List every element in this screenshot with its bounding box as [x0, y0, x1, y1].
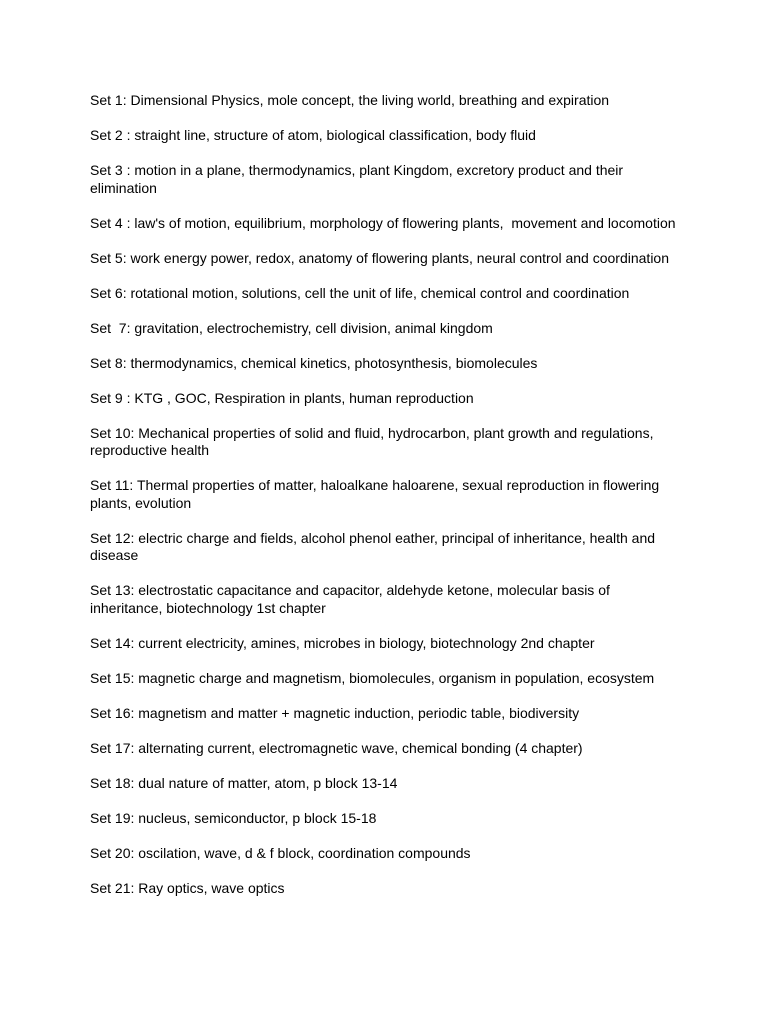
set-line-7: Set 7: gravitation, electrochemistry, cell division, animal kingdom	[90, 319, 493, 336]
set-line-8: Set 8: thermodynamics, chemical kinetics, photosynthesis, biomolecules	[90, 354, 538, 371]
set-line-3: Set 3 : motion in a plane, thermodynamics, plant Kingdom, excretory product and their elimination	[90, 162, 627, 196]
set-line-13: Set 13: electrostatic capacitance and capacitor, aldehyde ketone, molecular basis of inheritance, biotechnology 1st chapter	[90, 582, 614, 616]
set-line-6: Set 6: rotational motion, solutions, cell the unit of life, chemical control and coordination	[90, 284, 630, 301]
set-line-15: Set 15: magnetic charge and magnetism, biomolecules, organism in population, ecosystem	[90, 669, 655, 686]
set-line-5: Set 5: work energy power, redox, anatomy of flowering plants, neural control and coordination	[90, 249, 669, 266]
set-line-20: Set 20: oscilation, wave, d & f block, coordination compounds	[90, 844, 471, 861]
set-line-16: Set 16: magnetism and matter + magnetic induction, periodic table, biodiversity	[90, 704, 580, 721]
set-line-11: Set 11: Thermal properties of matter, haloalkane haloarene, sexual reproduction in flowering plants, evolution	[90, 477, 664, 511]
set-line-12: Set 12: electric charge and fields, alcohol phenol eather, principal of inheritance, health and disease	[90, 529, 659, 563]
set-line-10: Set 10: Mechanical properties of solid and fluid, hydrocarbon, plant growth and regulations, reproductive health	[90, 424, 658, 458]
set-line-19: Set 19: nucleus, semiconductor, p block 15-18	[90, 809, 377, 826]
set-line-9: Set 9 : KTG , GOC, Respiration in plants, human reproduction	[90, 389, 474, 406]
set-line-2: Set 2 : straight line, structure of atom, biological classification, body fluid	[90, 127, 536, 143]
set-line-1: Set 1: Dimensional Physics, mole concept, the living world, breathing and expiration	[90, 92, 610, 108]
set-list	[90, 92, 680, 915]
set-line-17: Set 17: alternating current, electromagnetic wave, chemical bonding (4 chapter)	[90, 739, 583, 756]
set-line-14: Set 14: current electricity, amines, microbes in biology, biotechnology 2nd chapter	[90, 634, 595, 651]
set-line-4: Set 4 : law's of motion, equilibrium, morphology of flowering plants, movement and locomotion	[90, 214, 676, 231]
set-line-18: Set 18: dual nature of matter, atom, p block 13-14	[90, 774, 398, 791]
set-line-21: Set 21: Ray optics, wave optics	[90, 879, 285, 896]
